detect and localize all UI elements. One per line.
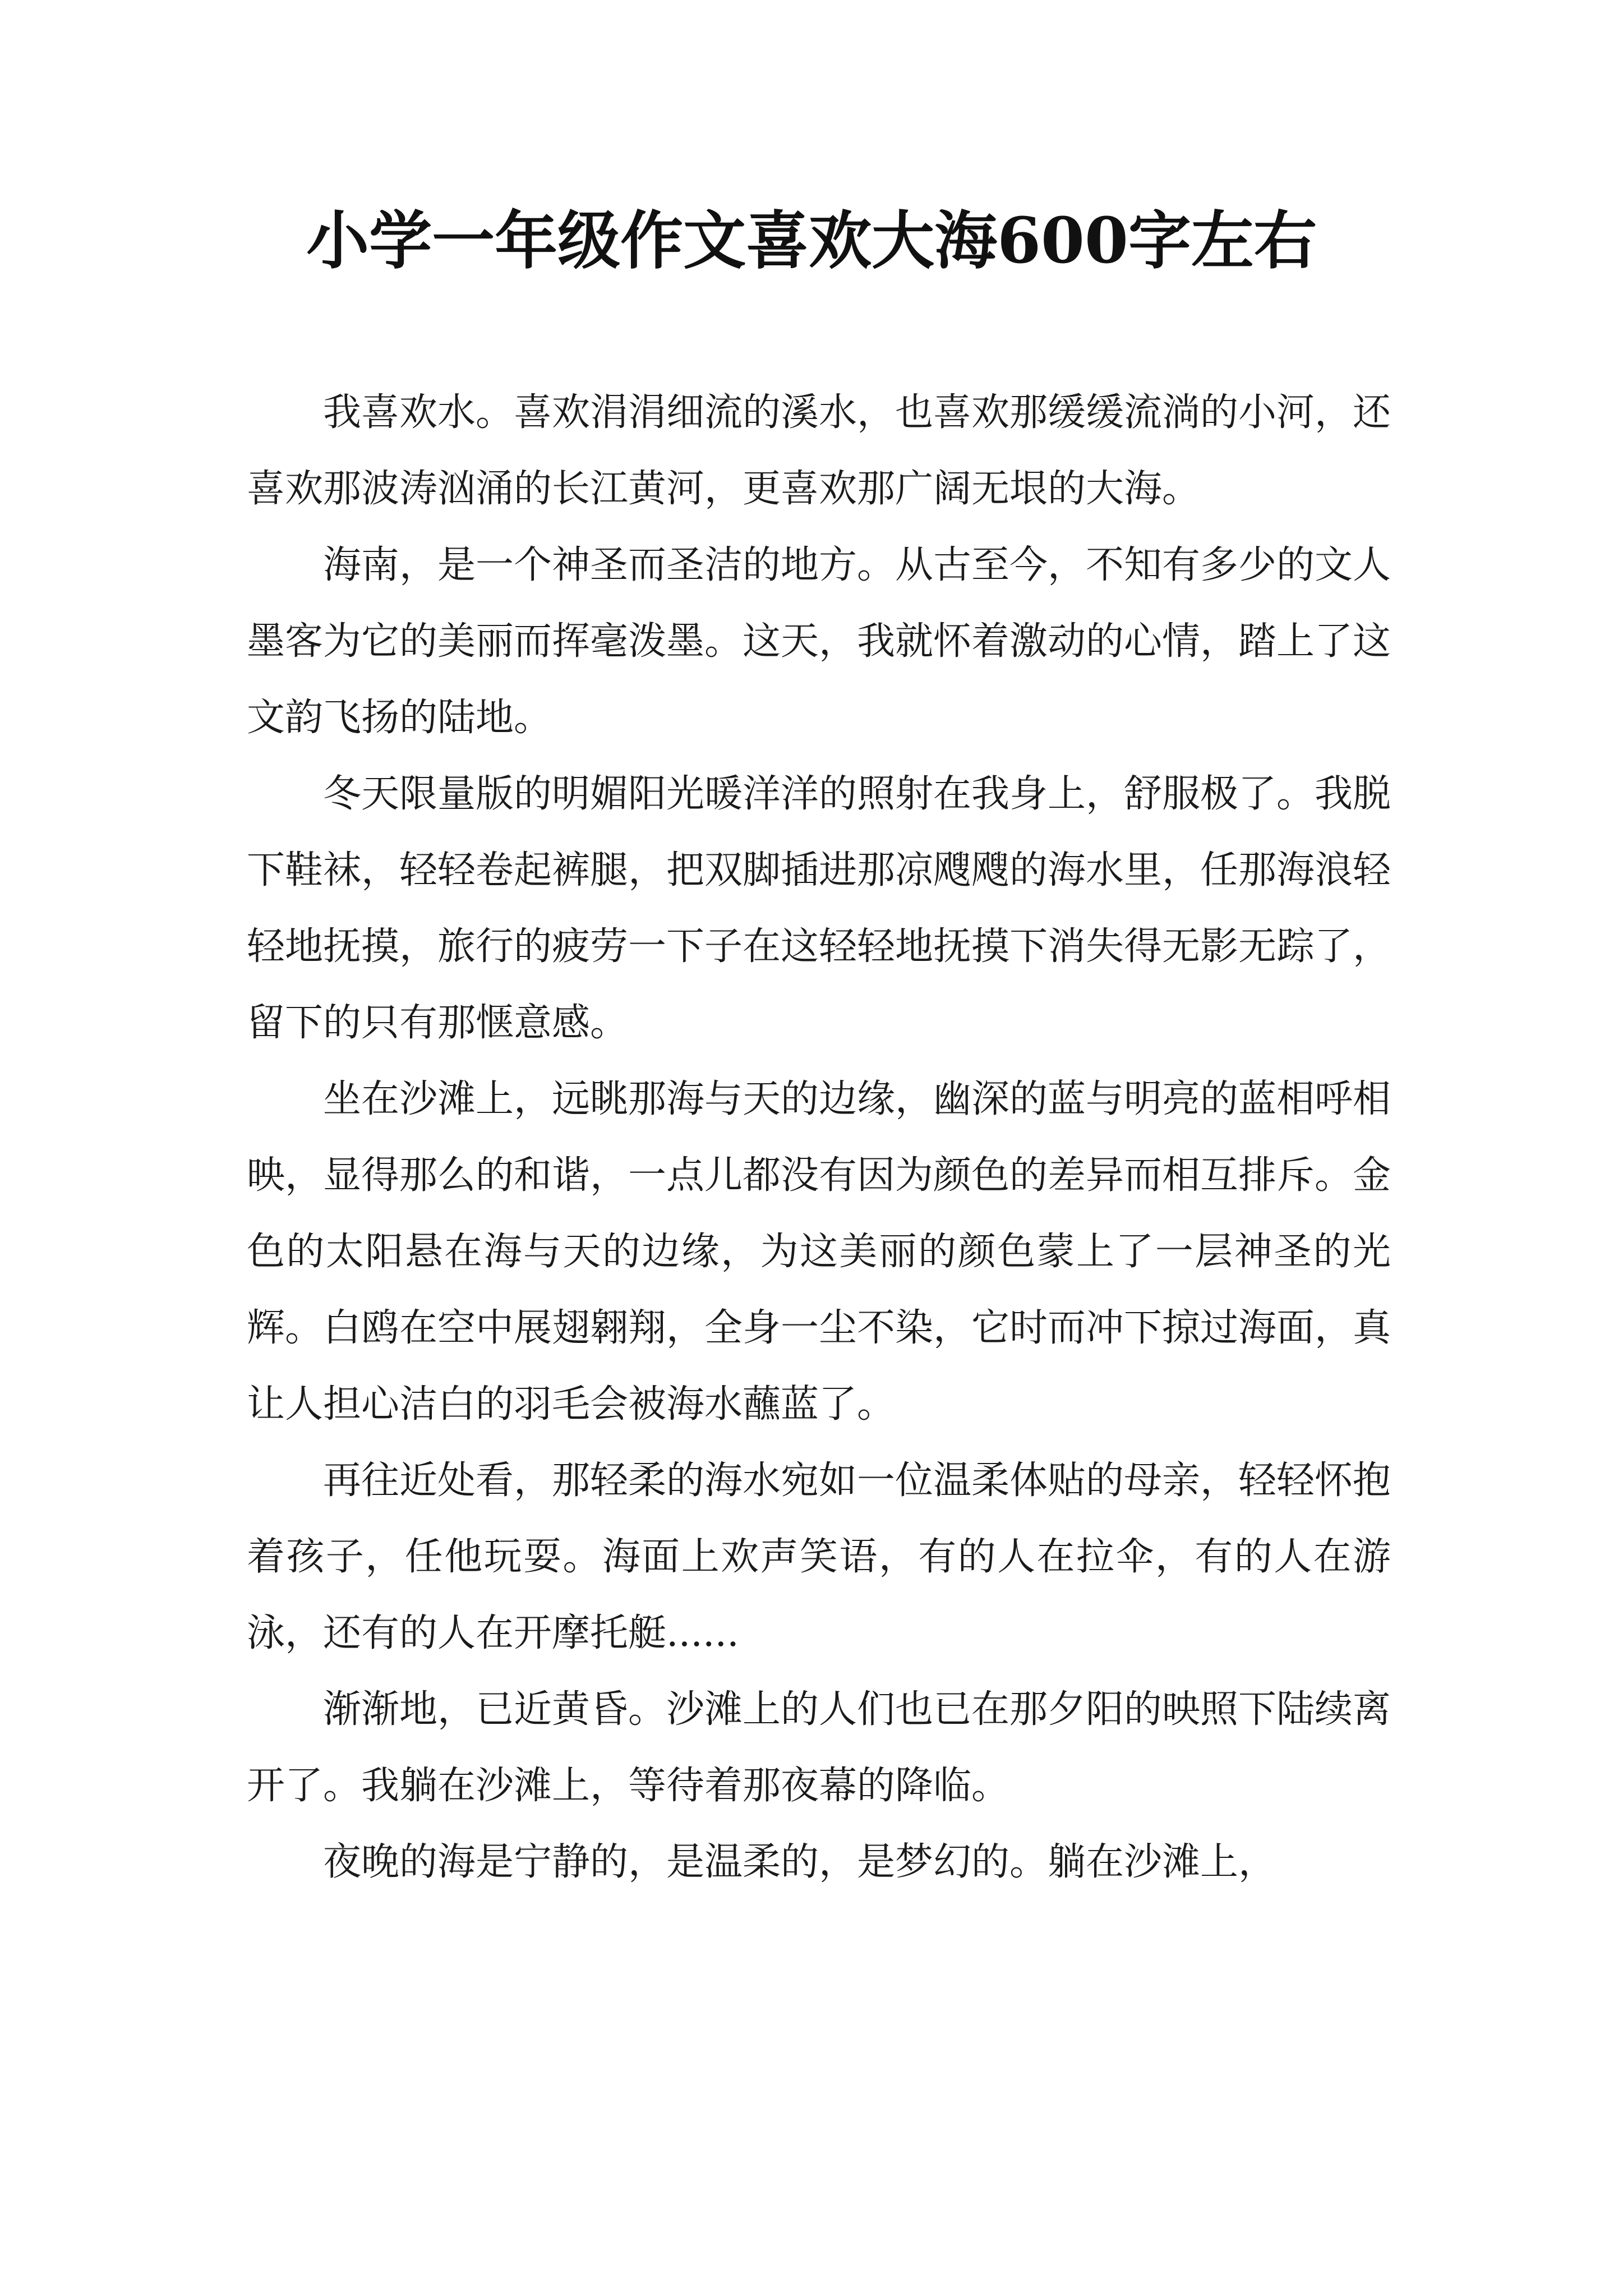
paragraph: 再往近处看，那轻柔的海水宛如一位温柔体贴的母亲，轻轻怀抱着孩子，任他玩耍。海面上欢声笑语，有的人在拉伞，有的人在游泳，还有的人在开摩托艇...... [247,1458,1391,1655]
paragraph: 坐在沙滩上，远眺那海与天的边缘，幽深的蓝与明亮的蓝相呼相映，显得那么的和谐，一点儿都没有因为颜色的差异而相互排斥。金色的太阳悬在海与天的边缘，为这美丽的颜色蒙上了一层神圣的光辉。白鸥在空中展翅翱翔，全身一尘不染，它时而冲下掠过海面，真让人担心洁白的羽毛会被海水蘸蓝了。 [247,1077,1391,1427]
document-title: 小学一年级作文喜欢大海600字左右 [306,204,1317,278]
paragraph: 冬天限量版的明媚阳光暖洋洋的照射在我身上，舒服极了。我脱下鞋袜，轻轻卷起裤腿，把双脚插进那凉飕飕的海水里，任那海浪轻轻地抚摸，旅行的疲劳一下子在这轻轻地抚摸下消失得无影无踪了，留下的只有那惬意感。 [247,772,1391,1045]
paragraph: 渐渐地，已近黄昏。沙滩上的人们也已在那夕阳的映照下陆续离开了。我躺在沙滩上，等待着那夜幕的降临。 [247,1687,1391,1808]
paragraph: 海南，是一个神圣而圣洁的地方。从古至今，不知有多少的文人墨客为它的美丽而挥毫泼墨。这天，我就怀着激动的心情，踏上了这文韵飞扬的陆地。 [247,543,1391,740]
document-body [247,375,1391,1901]
paragraph: 夜晚的海是宁静的，是温柔的，是梦幻的。躺在沙滩上， [323,1840,1277,1884]
paragraph: 我喜欢水。喜欢涓涓细流的溪水，也喜欢那缓缓流淌的小河，还喜欢那波涛汹涌的长江黄河，更喜欢那广阔无垠的大海。 [247,390,1391,511]
